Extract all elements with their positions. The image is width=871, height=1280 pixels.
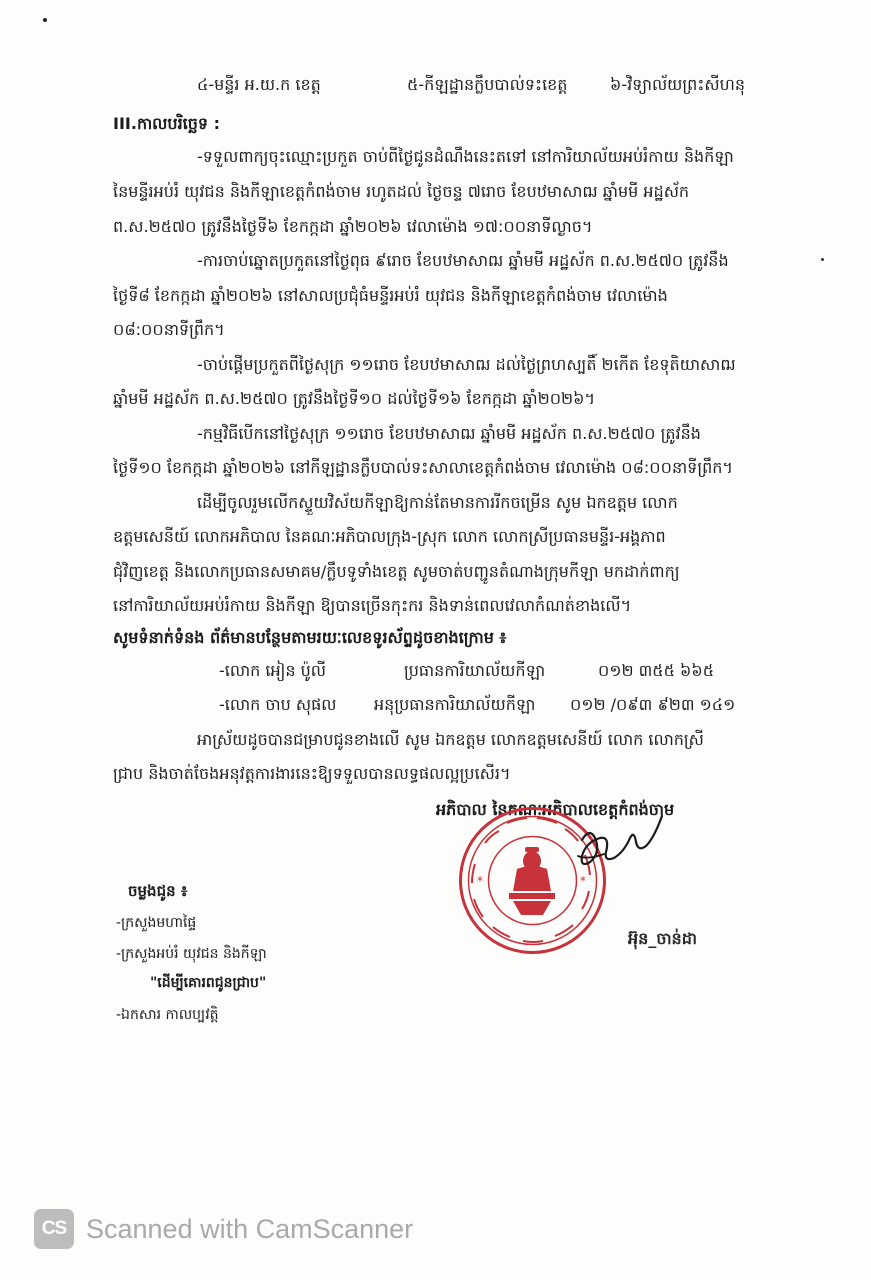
- paragraph-line: ឆ្នាំមមី អដ្ឋស័ក ព.ស.២៥៧០ ត្រូវនឹងថ្ងៃទី១០ ដល់ថ្ងៃទី១៦ ខែកក្កដា ឆ្នាំ២០២៦។: [113, 389, 596, 408]
- contact-phone: ០១២ ៣៥៥ ៦៦៥: [598, 661, 715, 680]
- paragraph-line: ឧត្តមសេនីយ៍ លោកអភិបាល នៃគណៈអភិបាលក្រុង-ស្រុក លោក លោកស្រីប្រធានមន្ទីរ-អង្គភាព: [113, 527, 666, 546]
- camscanner-footer: [34, 1206, 413, 1252]
- paragraph-line: ព.ស.២៥៧០ ត្រូវនឹងថ្ងៃទី៦ ខែកក្កដា ឆ្នាំ២០២៦ វេលាម៉ោង ១៧:០០នាទីល្ងាច។: [113, 217, 593, 236]
- camscanner-logo-icon: CS: [34, 1209, 74, 1249]
- contact-intro: សូមទំនាក់ទំនង ព័ត៌មានបន្ថែមតាមរយៈលេខទូរស័ព្ទដូចខាងក្រោម ៖: [113, 628, 507, 647]
- paragraph-line: -ចាប់ផ្តើមប្រកួតពីថ្ងៃសុក្រ ១១រោច ខែបឋមាសាឍ ដល់ថ្ងៃព្រហស្បតិ៍ ២កើត ខែទុតិយាសាឍ: [197, 355, 736, 374]
- paragraph-line: ថ្ងៃទី១០ ខែកក្កដា ឆ្នាំ២០២៦ នៅកីឡដ្ឋានក្លឹបបាល់ទះសាលាខេត្តកំពង់ចាម វេលាម៉ោង ០៨:០០នាទីព្រឹក។: [113, 458, 733, 477]
- venue-item-4: ៤-មន្ទីរ អ.យ.ក ខេត្ត: [197, 75, 321, 94]
- scan-speck: [43, 18, 47, 22]
- paragraph-line: -កម្មវិធីបើកនៅថ្ងៃសុក្រ ១១រោច ខែបឋមាសាឍ ឆ្នាំមមី អដ្ឋស័ក ព.ស.២៥៧០ ត្រូវនឹង: [197, 424, 701, 443]
- signatory-title: អភិបាល នៃគណៈអភិបាលខេត្តកំពង់ចាម: [436, 800, 675, 819]
- paragraph-line: -ទទួលពាក្យចុះឈ្មោះប្រកួត ចាប់ពីថ្ងៃជូនដំណឹងនេះតទៅ នៅការិយាល័យអប់រំកាយ និងកីឡា: [197, 147, 734, 166]
- contact-role: ប្រធានការិយាល័យកីឡា: [404, 661, 546, 680]
- distribution-heading: ចម្លងជូន ៖: [128, 882, 188, 900]
- svg-text:*: *: [477, 874, 483, 888]
- venue-item-6: ៦-វិទ្យាល័យព្រះសីហនុ: [610, 75, 745, 94]
- paragraph-line: ជុំវិញខេត្ត និងលោកប្រធានសមាគម/ក្លឹបទូទាំងខេត្ត សូមចាត់បញ្ជូនតំណាងក្រុមកីឡា មកដាក់ពាក្យ: [113, 562, 680, 581]
- closing-line: ជ្រាប និងចាត់ចែងអនុវត្តការងារនេះឱ្យទទួលបានលទ្ធផលល្អប្រសើរ។: [113, 764, 511, 783]
- scan-speck: [821, 258, 824, 261]
- paragraph-line: នៃមន្ទីរអប់រំ យុវជន និងកីឡាខេត្តកំពង់ចាម រហូតដល់ ថ្ងៃចន្ទ ៧រោច ខែបឋមាសាឍ ឆ្នាំមមី អដ្ឋស័ក: [113, 182, 690, 201]
- contact-role: អនុប្រធានការិយាល័យកីឡា: [374, 695, 536, 714]
- contact-name: -លោក ចាប សុផល: [219, 695, 337, 714]
- camscanner-text: Scanned with CamScanner: [86, 1213, 414, 1244]
- contact-name: -លោក អៀន ប៉ូលី: [219, 661, 327, 680]
- closing-line: អាស្រ័យដូចបានជម្រាបជូនខាងលើ សូម ឯកឧត្តម លោកឧត្តមសេនីយ៍ លោក លោកស្រី: [197, 730, 704, 749]
- venue-item-5: ៥-កីឡដ្ឋានក្លឹបបាល់ទះខេត្ត: [407, 75, 568, 94]
- distribution-item: -ក្រសួងមហាផ្ទៃ: [116, 915, 197, 931]
- distribution-item: "ដើម្បីគោរពជូនជ្រាប": [150, 975, 267, 991]
- paragraph-line: ០៨:០០នាទីព្រឹក។: [113, 320, 225, 339]
- paragraph-line: ថ្ងៃទី៨ ខែកក្កដា ឆ្នាំ២០២៦ នៅសាលប្រជុំធំមន្ទីរអប់រំ យុវជន និងកីឡាខេត្តកំពង់ចាម វេលាម៉ោង: [113, 286, 668, 305]
- svg-text:*: *: [580, 874, 586, 888]
- signer-name: អ៊ុន_ចាន់ដា: [628, 929, 697, 948]
- paragraph-line: -ការចាប់ឆ្នោតប្រកួតនៅថ្ងៃពុធ ៩រោច ខែបឋមាសាឍ ឆ្នាំមមី អដ្ឋស័ក ព.ស.២៥៧០ ត្រូវនឹង: [197, 251, 729, 270]
- contact-phone: ០១២ /០៩៣ ៩២៣ ១៤១: [570, 695, 736, 714]
- section-heading: III.កាលបរិច្ឆេទ :: [113, 114, 220, 133]
- distribution-item: -ក្រសួងអប់រំ យុវជន និងកីឡា: [116, 946, 267, 962]
- paragraph-line: ដើម្បីចូលរួមលើកស្ទួយវិស័យកីឡាឱ្យកាន់តែមានការរីកចម្រើន សូម ឯកឧត្តម លោក: [197, 493, 678, 512]
- paragraph-line: នៅការិយាល័យអប់រំកាយ និងកីឡា ឱ្យបានច្រើនកុះករ និងទាន់ពេលវេលាកំណត់ខាងលើ។: [113, 596, 632, 615]
- distribution-item: -ឯកសារ កាលប្បវត្តិ: [116, 1007, 219, 1023]
- handwritten-signature-icon: [560, 810, 680, 890]
